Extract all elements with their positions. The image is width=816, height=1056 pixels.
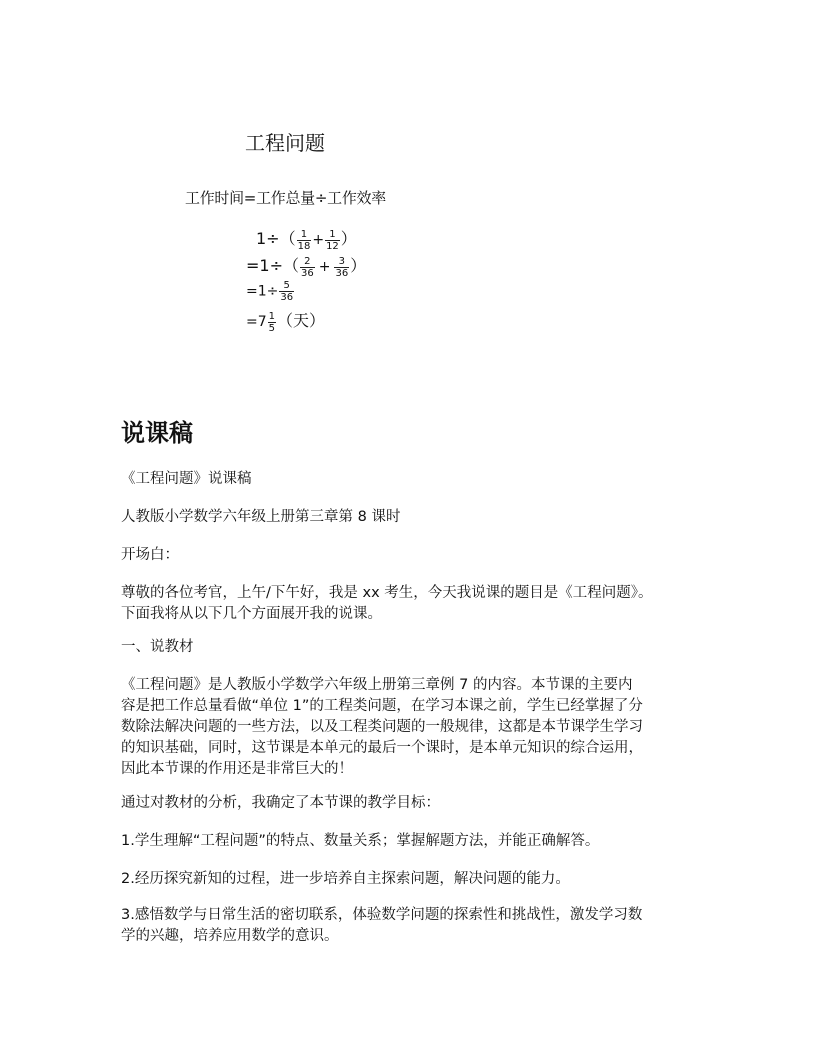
paragraph-greeting: 尊敬的各位考官，上午/下午好，我是 xx 考生，今天我说课的题目是《工程问题》。 下面我将从以下几个方面展开我的说课。 [121, 585, 653, 622]
section-heading: 一、说教材 [121, 639, 194, 655]
math-prefix: =1÷（ [246, 256, 299, 275]
fraction: $\frac{5}{36}$ [280, 280, 294, 303]
plus-sign: + [312, 232, 325, 248]
objective-1: 1.学生理解“工程问题”的特点、数量关系；掌握解题方法，并能正确解答。 [121, 833, 600, 849]
math-prefix: =1÷ [246, 283, 279, 300]
math-step-1 [256, 226, 357, 252]
math-step-2 [246, 253, 366, 279]
math-step-3 [246, 280, 295, 303]
paragraph-title: 《工程问题》说课稿 [121, 471, 252, 487]
paragraph-opening: 开场白： [121, 547, 179, 563]
fraction: $\frac{3}{36}$ [335, 255, 349, 279]
math-suffix: ） [340, 229, 357, 248]
paragraph-objectives-intro: 通过对教材的分析，我确定了本节课的教学目标： [121, 795, 440, 811]
math-step-4 [246, 308, 325, 334]
math-suffix: （天） [277, 311, 326, 330]
fraction: $\frac{1}{18}$ [297, 228, 311, 252]
formula: 工作时间=工作总量÷工作效率 [185, 189, 386, 207]
math-suffix: ） [350, 256, 367, 275]
lesson-title: 工程问题 [245, 131, 325, 155]
fraction: $\frac{1}{5}$ [268, 310, 276, 334]
objective-3: 3.感悟数学与日常生活的密切联系，体验数学问题的探索性和挑战性，激发学习数 学的兴趣，培养应用数学的意识。 [121, 907, 643, 944]
plus-sign: + [318, 259, 331, 275]
objective-2: 2.经历探究新知的过程，进一步培养自主探索问题，解决问题的能力。 [121, 871, 570, 887]
math-prefix: 1÷（ [256, 229, 296, 248]
doc-heading: 说课稿 [121, 419, 193, 447]
paragraph-textbook-info: 人教版小学数学六年级上册第三章第 8 课时 [121, 509, 401, 525]
fraction: $\frac{2}{36}$ [301, 255, 314, 279]
paragraph-textbook-analysis: 《工程问题》是人教版小学数学六年级上册第三章例 7 的内容。本节课的主要内 容是把工作总量看做“单位 1”的工程类问题，在学习本课之前，学生已经掌握了分 数除法解决问题的一些方法，以及工程类问题的一般规律，这都是本节课学生学习 的知识基础，同时，这节课是本单元的最后一个课时，是本单元知识的综合运用， 因此本节课的作用还是非常巨大的！ [121, 677, 643, 777]
fraction: $\frac{1}{12}$ [326, 228, 339, 252]
math-prefix: =7 [246, 314, 267, 330]
